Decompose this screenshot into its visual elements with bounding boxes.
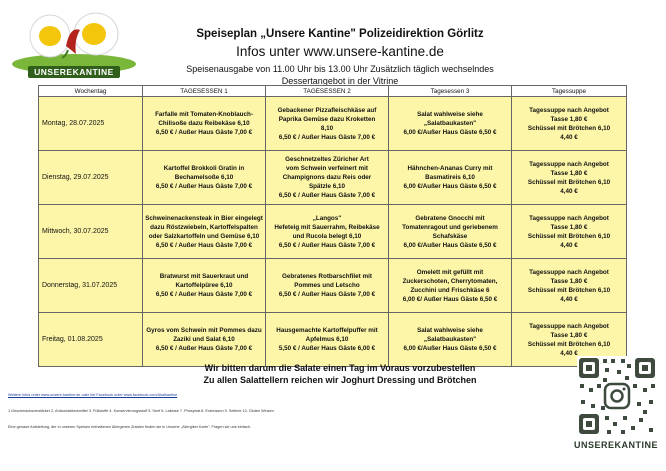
- meal-cell: [266, 151, 389, 205]
- weekday-cell: Montag, 28.07.2025: [39, 97, 143, 151]
- additives-legend: 1.Geschmacksverstärker 2. Antioxidationsmittel 3. Füllstoffe 4. Konservierungsstoff 5. Senf 6. Laktose 7. Phosphat 8. Erdnüssen 9. Sellerie 10. Gluten Weizen: [8, 409, 274, 413]
- meal-cell: [266, 205, 389, 259]
- dish-text: Tagessuppe nach Angebot Tasse 1,80 € Schüssel mit Brötchen 6,10: [527, 106, 611, 132]
- price-text: 6,00 €/Außer Haus Gäste 6,50 €: [403, 129, 497, 136]
- meal-cell: [143, 259, 266, 313]
- menu-table: [38, 85, 627, 367]
- price-text: 6,00 €/Außer Haus Gäste 6,50 €: [403, 241, 497, 249]
- meal-cell: [266, 313, 389, 367]
- meal-cell: [143, 97, 266, 151]
- service-hours-info: Speisenausgabe von 11.00 Uhr bis 13.00 Uhr Zusätzlich täglich wechselndes: [186, 64, 494, 74]
- soup-cell: [512, 259, 627, 313]
- price-text: 6,00 €/Außer Haus Gäste 6,50 €: [403, 345, 497, 352]
- price-text: 4,40 €: [560, 241, 578, 249]
- dish-text: Kartoffel Brokkoli Gratin in Bechamelsoße 6,10: [163, 165, 245, 181]
- price-text: 6,50 € / Außer Haus Gäste 7,00 €: [278, 133, 376, 141]
- soup-cell: [512, 205, 627, 259]
- header: [150, 28, 530, 87]
- price-text: 4,40 €: [560, 295, 578, 303]
- meal-cell: [143, 151, 266, 205]
- info-links[interactable]: Weitere Infos unter www.unsere-kantine.de oder bei Facebook unter www.facebook.com/Akalkantine: [8, 393, 178, 397]
- dish-text: Geschnetzeltes Züricher Art vom Schwein verfeinert mit Champignons dazu Reis oder Spätzle 6,10: [282, 156, 372, 190]
- table-row: [39, 313, 627, 367]
- dish-text: Salat wahlweise siehe „Salatbaukasten": [417, 327, 483, 343]
- dish-text: Gebratene Gnocchi mit Tomatenragout und geriebenem Schafskäse: [402, 214, 498, 240]
- price-text: 6,50 € / Außer Haus Gäste 7,00 €: [278, 241, 376, 249]
- page-subtitle: Infos unter www.unsere-kantine.de: [236, 44, 444, 59]
- meal-cell: [266, 97, 389, 151]
- price-text: 6,50 € / Außer Haus Gäste 7,00 €: [278, 291, 376, 298]
- logo-brand-text: UNSEREKANTINE: [34, 67, 114, 77]
- price-text: 6,50 € / Außer Haus Gäste 7,00 €: [155, 129, 253, 136]
- weekday-cell: Freitag, 01.08.2025: [39, 313, 143, 367]
- allergens-note: Eine genaue Aufstellung, der in unseren Speisen enthaltenen Allergenen Zutaten finden sie in Unserer „Allergiker Karte". Fragen sie uns einfach.: [8, 425, 252, 429]
- table-row: [39, 97, 627, 151]
- price-text: 6,50 € / Außer Haus Gäste 7,00 €: [278, 192, 376, 199]
- price-text: 5,50 € / Außer Haus Gäste 6,00 €: [278, 345, 376, 352]
- table-header-row: [39, 86, 627, 97]
- salad-notice: [150, 362, 530, 386]
- meal-cell: [389, 151, 512, 205]
- column-header: Tagessuppe: [512, 86, 627, 97]
- table-row: [39, 151, 627, 205]
- column-header: Tagesessen 3: [389, 86, 512, 97]
- dish-text: Hähnchen-Ananas Curry mit Basmatireis 6,10: [407, 165, 493, 181]
- meal-cell: [143, 313, 266, 367]
- meal-cell: [389, 259, 512, 313]
- column-header: TAGESESSEN 2: [266, 86, 389, 97]
- dish-text: Tagessuppe nach Angebot Tasse 1,80 € Schüssel mit Brötchen 6,10: [527, 322, 611, 348]
- preorder-notice: Wir bitten darum die Salate einen Tag im Voraus vorzubestellen: [204, 363, 476, 373]
- price-text: 4,40 €: [560, 349, 578, 357]
- kantine-logo: [10, 6, 138, 86]
- dish-text: Tagessuppe nach Angebot Tasse 1,80 € Schüssel mit Brötchen 6,10: [527, 214, 611, 240]
- meal-cell: [389, 205, 512, 259]
- dish-text: Schweinenackensteak in Bier eingelegt dazu Röstzwiebeln, Kartoffelspalten oder Salzkartoffeln und Gemüse 6,10: [145, 214, 263, 240]
- qr-brand-label: UNSEREKANTINE: [573, 440, 658, 450]
- soup-cell: [512, 97, 627, 151]
- dish-text: Gebratenes Rotbarschfilet mit Pommes und Letscho: [282, 273, 372, 289]
- weekday-cell: Mittwoch, 30.07.2025: [39, 205, 143, 259]
- dressing-notice: Zu allen Salattellern reichen wir Joghurt Dressing und Brötchen: [203, 375, 477, 385]
- dish-text: Gyros vom Schwein mit Pommes dazu Zaziki und Salat 6,10: [146, 327, 262, 343]
- meal-cell: [389, 313, 512, 367]
- dish-text: Salat wahlweise siehe „Salatbaukasten": [417, 111, 483, 127]
- dessert-info: Dessertangebot in der Vitrine: [281, 76, 399, 86]
- price-text: 6,50 € / Außer Haus Gäste 7,00 €: [155, 345, 253, 352]
- dish-text: Tagessuppe nach Angebot Tasse 1,80 € Schüssel mit Brötchen 6,10: [527, 268, 611, 294]
- soup-cell: [512, 151, 627, 205]
- qr-code[interactable]: [577, 356, 657, 436]
- price-text: 6,50 € / Außer Haus Gäste 7,00 €: [155, 291, 253, 298]
- weekday-cell: Dienstag, 29.07.2025: [39, 151, 143, 205]
- price-text: 6,00 €/Außer Haus Gäste 6,50 €: [403, 183, 497, 190]
- column-header: Wochentag: [39, 86, 143, 97]
- price-text: 6,50 € / Außer Haus Gäste 7,00 €: [155, 241, 253, 249]
- dish-text: Hausgemachte Kartoffelpuffer mit Apfelmus 6,10: [276, 327, 378, 343]
- price-text: 4,40 €: [560, 187, 578, 195]
- weekday-cell: Donnerstag, 31.07.2025: [39, 259, 143, 313]
- price-text: 6,50 € / Außer Haus Gäste 7,00 €: [155, 183, 253, 190]
- table-row: [39, 205, 627, 259]
- meal-cell: [266, 259, 389, 313]
- meal-cell: [389, 97, 512, 151]
- column-header: TAGESESSEN 1: [143, 86, 266, 97]
- dish-text: Gebackener Pizzafleischkäse auf Paprika Gemüse dazu Kroketten 8,10: [277, 106, 377, 132]
- page-title: Speiseplan „Unsere Kantine" Polizeidirektion Görlitz: [196, 28, 484, 40]
- price-text: 6,00 €/ Außer Haus Gäste 6,50 €: [402, 295, 498, 303]
- table-row: [39, 259, 627, 313]
- price-text: 4,40 €: [560, 133, 578, 141]
- meal-cell: [143, 205, 266, 259]
- dish-text: Omelett mit gefüllt mit Zuckerschoten, Cherrytomaten, Zucchini und Frischkäse 6: [402, 268, 498, 294]
- dish-text: Farfalle mit Tomaten-Knoblauch- Chilisoße dazu Reibekäse 6,10: [155, 111, 253, 127]
- dish-text: Bratwurst mit Sauerkraut und Kartoffelpüree 6,10: [159, 273, 249, 289]
- dish-text: „Langos" Hefeteig mit Sauerrahm, Reibekäse und Rucola belegt 6,10: [274, 214, 380, 240]
- dish-text: Tagessuppe nach Angebot Tasse 1,80 € Schüssel mit Brötchen 6,10: [527, 160, 611, 186]
